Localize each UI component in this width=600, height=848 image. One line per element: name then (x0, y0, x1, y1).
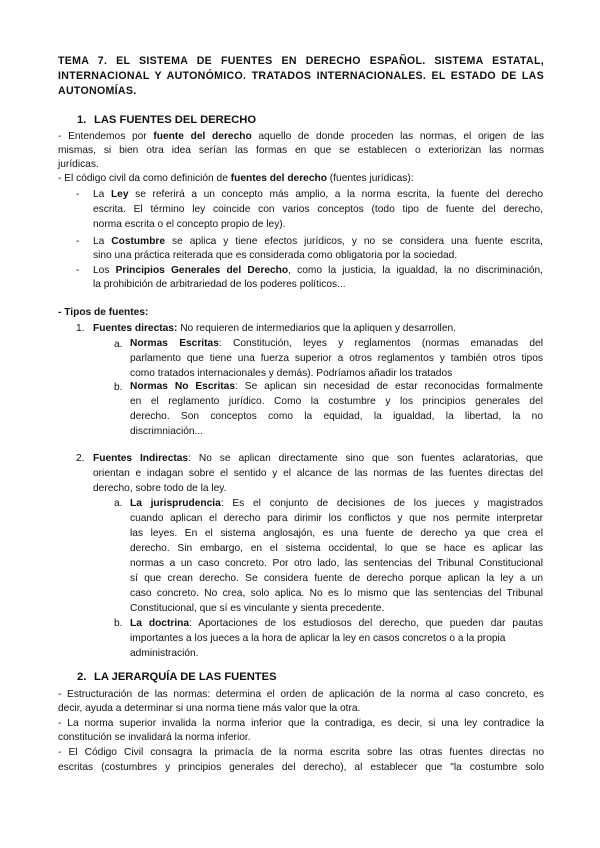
bold-term: Fuentes directas: (93, 323, 178, 334)
section-title: LAS FUENTES DEL DERECHO (94, 114, 257, 126)
bold-term: fuente del derecho (153, 131, 252, 142)
paragraph-line: mismas, si bien otra idea serían las formas en que se establecen o exteriorizan las normas (58, 145, 544, 156)
section-heading-jerarquia (77, 671, 277, 683)
paragraph-line: jurídicas. (58, 159, 99, 170)
list-letter: a. (114, 339, 123, 350)
text-run: : Aportaciones de los estudiosos del derecho, que pueden dar pautas (189, 618, 543, 629)
paragraph-line (58, 130, 544, 144)
list-item-line: las leyes. En el sistema anglosajón, es una fuente de derecho ya que crea el (130, 528, 543, 539)
bold-term: Costumbre (111, 236, 166, 247)
text-run: No requieren de intermediarios que la apliquen y desarrollen. (177, 323, 456, 334)
list-item-line: sí que crean derecho. Se considera fuente de derecho porque aplican la ley a un (130, 573, 543, 584)
list-item-line: discrimniación... (130, 426, 204, 437)
list-dash: - (76, 265, 80, 276)
list-item-line: importantes a los jueces a la hora de aplicar la ley en casos concretos o a la propia (130, 633, 506, 644)
list-item-line: derecho, sobre todo de la ley. (93, 483, 227, 494)
list-item-line: normas a un caso concreto. Por otro lado, las sentencias del Tribunal Constitucional (130, 558, 543, 569)
list-item-line: derecho. Sin embargo, en el sistema occidental, lo que se hace es aplicar las (130, 543, 543, 554)
list-item-line: parlamento que tiene una fuerza superior a otros reglamentos y también otros tipos (130, 353, 543, 364)
text-run: La (93, 189, 111, 200)
text-run: - El código civil da como definición de (58, 173, 231, 184)
section-number: 1. (77, 114, 87, 126)
paragraph-line: - El Código Civil consagra la primacía de la norma escrita sobre las otras fuentes directas no (58, 747, 544, 758)
list-item-line: orientan e indagan sobre el sentido y el alcance de las normas de las fuentes directas del (93, 468, 543, 479)
section-title: LA JERARQUÍA DE LAS FUENTES (94, 671, 277, 683)
list-letter: b. (114, 618, 123, 629)
list-letter: a. (114, 498, 123, 509)
bold-term: fuentes del derecho (230, 173, 327, 184)
list-item-line (130, 497, 543, 511)
bold-term: Normas No Escritas (130, 381, 236, 392)
text-run: : No se aplican directamente sino que son fuentes aclaratorias, que (188, 453, 543, 464)
bold-term: Ley (110, 189, 129, 200)
list-item-line: en el reglamento jurídico. Como la costumbre y los principios generales del (130, 396, 543, 407)
list-item-line: norma escrita o el concepto propio de ley). (93, 219, 286, 230)
bold-term: La doctrina (130, 618, 190, 629)
list-item-line (93, 235, 543, 249)
list-item-line: la prohibición de arbitrariedad de los poderes políticos... (93, 279, 346, 290)
text-run: Los (93, 265, 116, 276)
list-number: 1. (76, 323, 85, 334)
bold-term: Normas Escritas (130, 338, 219, 349)
list-item-line: derecho. Son conceptos como la equidad, la igualdad, la libertad, la no (130, 411, 543, 422)
bold-term: Principios Generales del Derecho (115, 265, 289, 276)
list-number: 2. (76, 453, 85, 464)
list-item-line (93, 452, 543, 466)
text-run: : Se aplican sin necesidad de estar reconocidas formalmente (235, 381, 543, 392)
text-run: (fuentes jurídicas): (326, 173, 414, 184)
subsection-heading: - Tipos de fuentes: (58, 307, 149, 318)
list-item-line: cuando aplican el derecho para dirimir los conflictos y que nos permite interpretar (130, 513, 543, 524)
text-run: La (93, 236, 112, 247)
text-run: : Es el conjunto de decisiones de los jueces y magistrados (220, 498, 543, 509)
list-item-line: caso concreto. No crea, solo aplica. No es lo mismo que las sentencias del Tribunal (130, 588, 543, 599)
paragraph-line: decir, ayuda a determinar si una norma tiene más valor que la otra. (58, 703, 361, 714)
text-run: - Entendemos por (58, 131, 154, 142)
list-item-line: sino una práctica reiterada que es considerada como obligatoria por la sociedad. (93, 250, 458, 261)
list-letter: b. (114, 382, 123, 393)
list-dash: - (76, 236, 80, 247)
bold-term: La jurisprudencia (130, 498, 221, 509)
list-dash: - (76, 189, 80, 200)
list-item-line: escrita. El término ley coincide con varios conceptos (todo tipo de fuente del derecho, (93, 204, 543, 215)
section-number: 2. (77, 671, 87, 683)
list-item-line: Constitucional, que sí es vinculante y sienta precedente. (130, 603, 385, 614)
paragraph-line: escritas (costumbres y principios generales del derecho), al establecer que "la costumbre solo (58, 762, 544, 773)
text-run: aquello de donde proceden las normas, el origen de las (251, 131, 544, 142)
bold-term: Fuentes Indirectas (93, 453, 189, 464)
list-item-line (130, 380, 543, 394)
text-run: se referirá a un concepto más amplio, a la norma escrita, la fuente del derecho (128, 189, 543, 200)
paragraph-line: - La norma superior invalida la norma inferior que la contradiga, es decir, si una ley contradice la (58, 718, 544, 729)
list-item-line (93, 188, 543, 202)
list-item-line (130, 617, 543, 631)
document-title: TEMA 7. EL SISTEMA DE FUENTES EN DERECHO ESPAÑOL. SISTEMA ESTATAL, INTERNACIONAL Y AUTONÓMICO. TRATADOS INTERNACIONALES. EL ESTADO DE LAS AUTONOMÍAS. (58, 55, 544, 97)
section-heading-fuentes (77, 114, 256, 126)
list-item-line: como tratados internacionales y demás). Podríamos añadir los tratados (130, 368, 453, 379)
text-run: : Constitución, leyes y reglamentos (normas emanadas del (218, 338, 543, 349)
list-item-line: administración. (130, 648, 199, 659)
text-run: se aplica y tiene efectos jurídicos, y no se considera una fuente escrita, (165, 236, 543, 247)
list-item-line (93, 322, 456, 336)
text-run: , como la justicia, la igualdad, la no discriminación, (288, 265, 543, 276)
paragraph-line (58, 172, 414, 186)
paragraph-line: - Estructuración de las normas: determina el orden de aplicación de la norma al caso concreto, es (58, 689, 544, 700)
list-item-line (130, 337, 543, 351)
list-item-line (93, 264, 543, 278)
paragraph-line: constitución se invalidará la norma inferior. (58, 732, 251, 743)
